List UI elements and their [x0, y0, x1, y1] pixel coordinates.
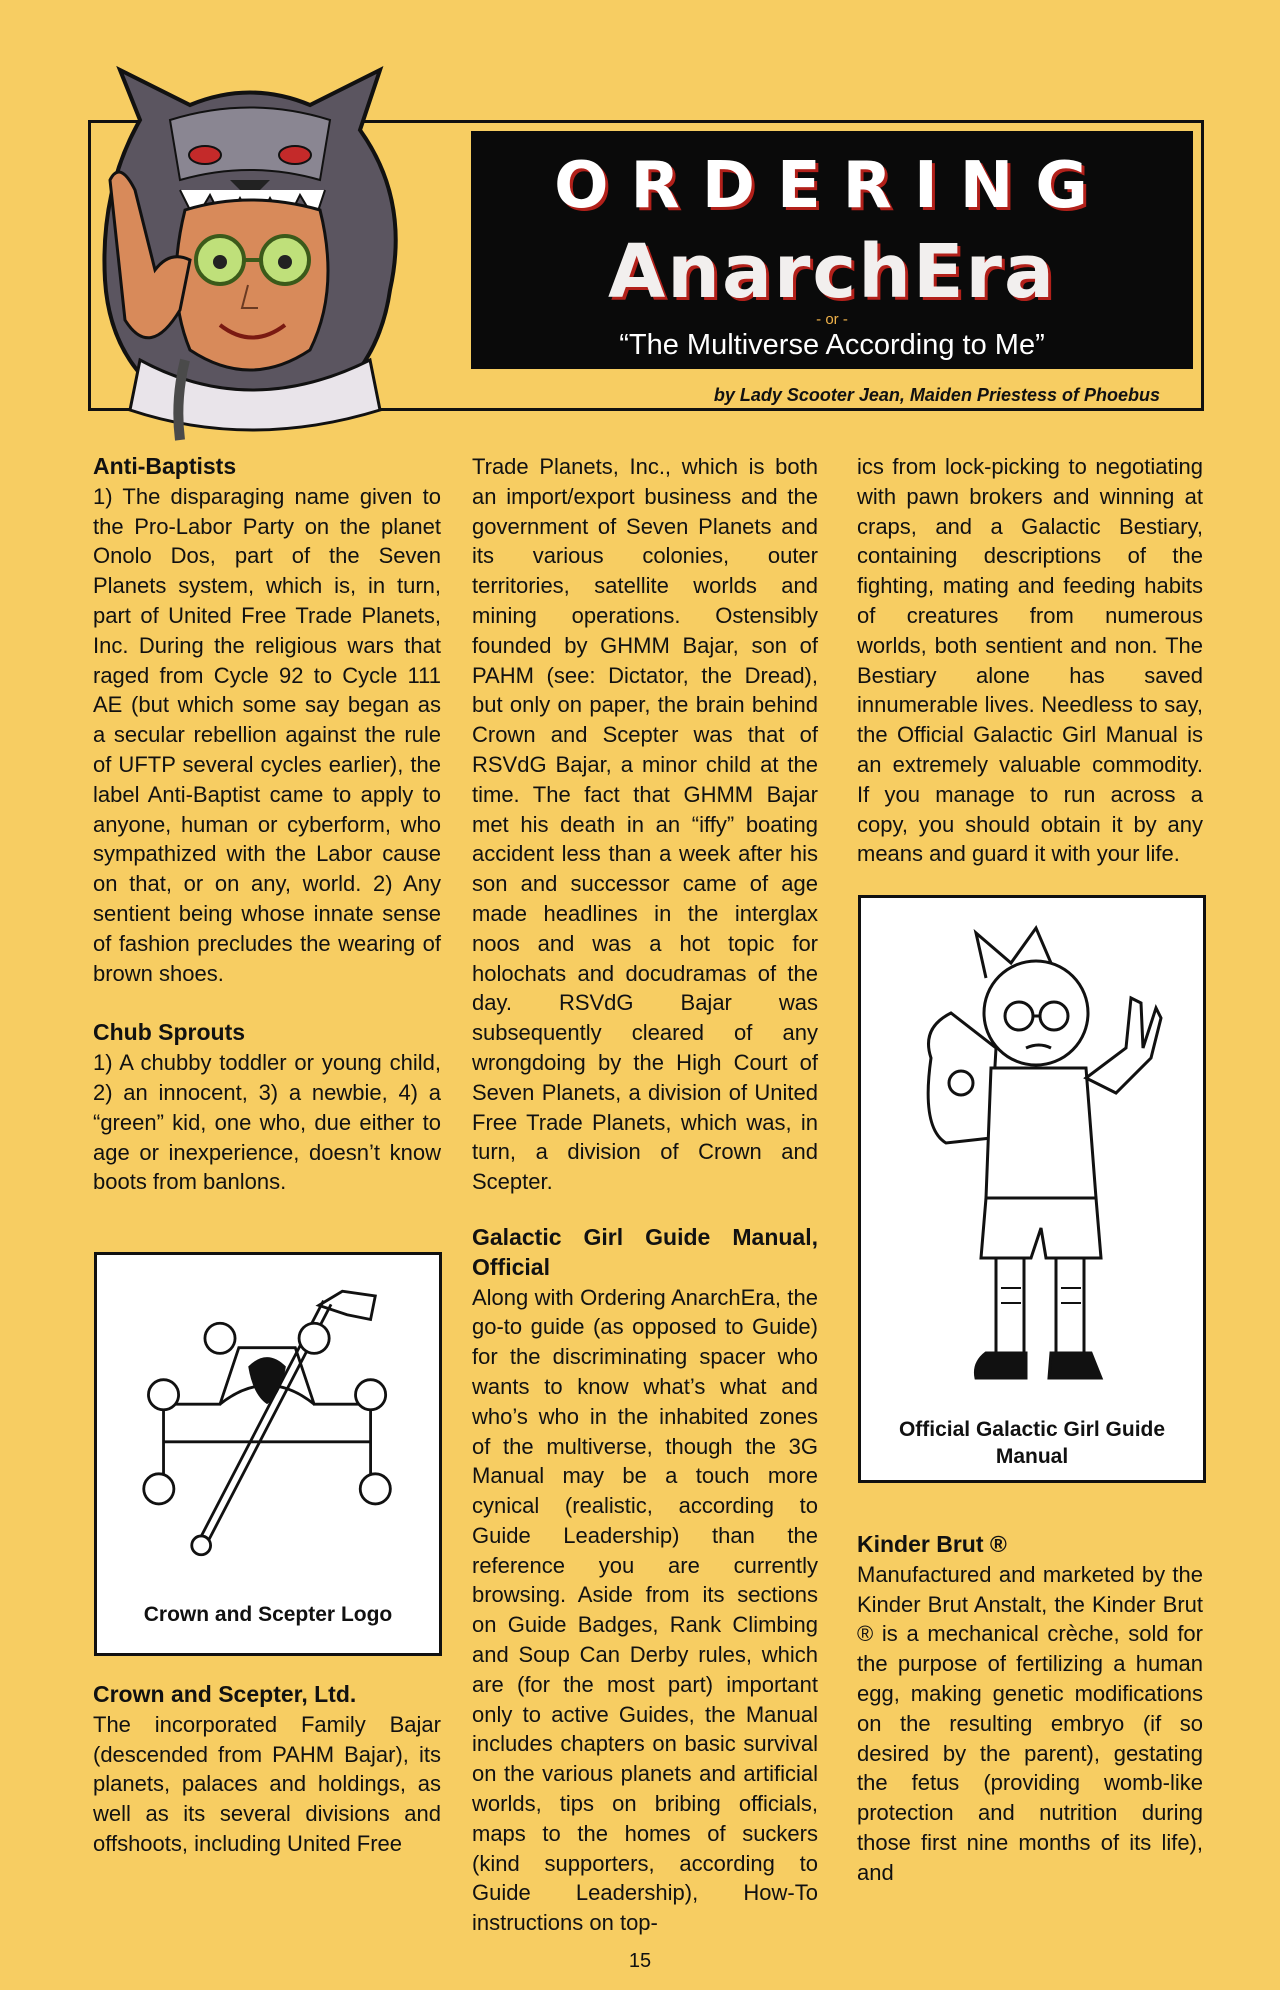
entry-title-chub-sprouts: Chub Sprouts: [93, 1019, 246, 1046]
wolf-headdress-portrait-illustration: [80, 60, 420, 450]
column-1-continued: [93, 1680, 441, 1859]
entry-title-galactic-girl-guide: Galactic Girl Guide Manual, Official: [472, 1223, 818, 1280]
title-or: - or -: [816, 311, 848, 328]
entry-title-kinder-brut: Kinder Brut ®: [857, 1531, 1007, 1557]
crown-scepter-continued-text: Trade Planets, Inc., which is both an import/export business and the government of Seven Planets and its various colonies, outer territories, satellite worlds and mining operations. Ostensibly founded by GHMM Bajar, son of PAHM (see: Dictator, the Dread), but only on paper, the brain behind Crown and Scepter was that of RSVdG Bajar, a minor child at the time. The fact that GHMM Bajar met his death in an “iffy” boating accident less than a week after his son and successor came of age made headlines in the interglax noos and was a hot topic for holochats and docudramas of the day. RSVdG Bajar was subsequently cleared of any wrongdoing by the High Court of Seven Planets, a division of United Free Trade Planets, which was, in turn, a division of Crown and Scepter.: [472, 454, 818, 1195]
figure-caption-crown-scepter: Crown and Scepter Logo: [143, 1603, 393, 1626]
figure-caption-girl-guide: Official Galactic Girl Guide Manual: [898, 1418, 1166, 1468]
entry-body-galactic-girl-guide: Along with Ordering AnarchEra, the go-to guide (as opposed to Guide) for the discriminating spacer who wants to know what’s what and who’s who in the inhabited zones of the multiverse, though the 3G Manual may be a touch more cynical (realistic, according to Guide Leadership) than the reference you are currently browsing. Aside from its sections on Guide Badges, Rank Climbing and Soup Can Derby rules, which are (for the most part) important only to active Guides, the Manual includes chapters on basic survival on the various planets and artificial worlds, tips on bribing officials, maps to the homes of suckers (kind supporters, according to Guide Leadership), How-To instructions on top-: [472, 1284, 818, 1936]
entry-title-anti-baptists: Anti-Baptists: [93, 453, 237, 479]
column-2: [472, 452, 818, 1938]
entry-title-crown-scepter: Crown and Scepter, Ltd.: [93, 1681, 357, 1707]
column-3: [857, 452, 1203, 869]
girl-guide-drawing: [861, 908, 1203, 1408]
girl-guide-figure: [858, 895, 1206, 1483]
entry-body-kinder-brut: Manufactured and marketed by the Kinder Brut Anstalt, the Kinder Brut ® is a mechanical crèche, sold for the purpose of fertilizing a human egg, making genetic modifications on the resulting embryo (if so desired by the parent), gestating the fetus (providing womb-like protection and nutrition during those first nine months of its life), and: [857, 1561, 1203, 1885]
crown-scepter-logo-drawing: [97, 1263, 439, 1583]
entry-body-crown-scepter: The incorporated Family Bajar (descended from PAHM Bajar), its planets, palaces and holdings, as well as its several divisions and offshoots, including United Free: [93, 1711, 441, 1856]
galactic-girl-guide-continued-text: ics from lock-picking to negotiating with pawn brokers and winning at craps, and a Galactic Bestiary, containing descriptions of the fighting, mating and feeding habits of creatures from numerous worlds, both sentient and non. The Bestiary alone has saved innumerable lives. Needless to say, the Official Galactic Girl Manual is an extremely valuable commodity. If you manage to run across a copy, you should obtain it by any means and guard it with your life.: [857, 454, 1203, 867]
entry-body-anti-baptists: 1) The disparaging name given to the Pro-Labor Party on the planet Onolo Dos, part of the Seven Planets system, which is, in turn, part of United Free Trade Planets, Inc. During the religious wars that raged from Cycle 92 to Cycle 111 AE (but which some say began as a secular rebellion against the rule of UFTP several cycles earlier), the label Anti-Baptist came to apply to anyone, human or cyberform, who sympathized with the Labor cause on that, or on any, world. 2) Any sentient being whose innate sense of fashion precludes the wearing of brown shoes.: [93, 483, 441, 986]
byline: by Lady Scooter Jean, Maiden Priestess of Phoebus: [713, 385, 1160, 405]
page-number: 15: [628, 1950, 652, 1972]
title-ordering: ORDERING: [554, 149, 1110, 223]
column-3-continued: [857, 1530, 1203, 1888]
subtitle: “The Multiverse According to Me”: [619, 329, 1045, 361]
crown-scepter-figure: [94, 1252, 442, 1656]
title-panel: [471, 131, 1193, 369]
entry-body-chub-sprouts: 1) A chubby toddler or young child, 2) an innocent, 3) a newbie, 4) a “green” kid, one who, due either to age or inexperience, doesn’t know boots from banlons.: [93, 1050, 441, 1195]
column-1: [93, 452, 441, 1197]
title-anarchera: AnarchEra: [608, 229, 1056, 315]
